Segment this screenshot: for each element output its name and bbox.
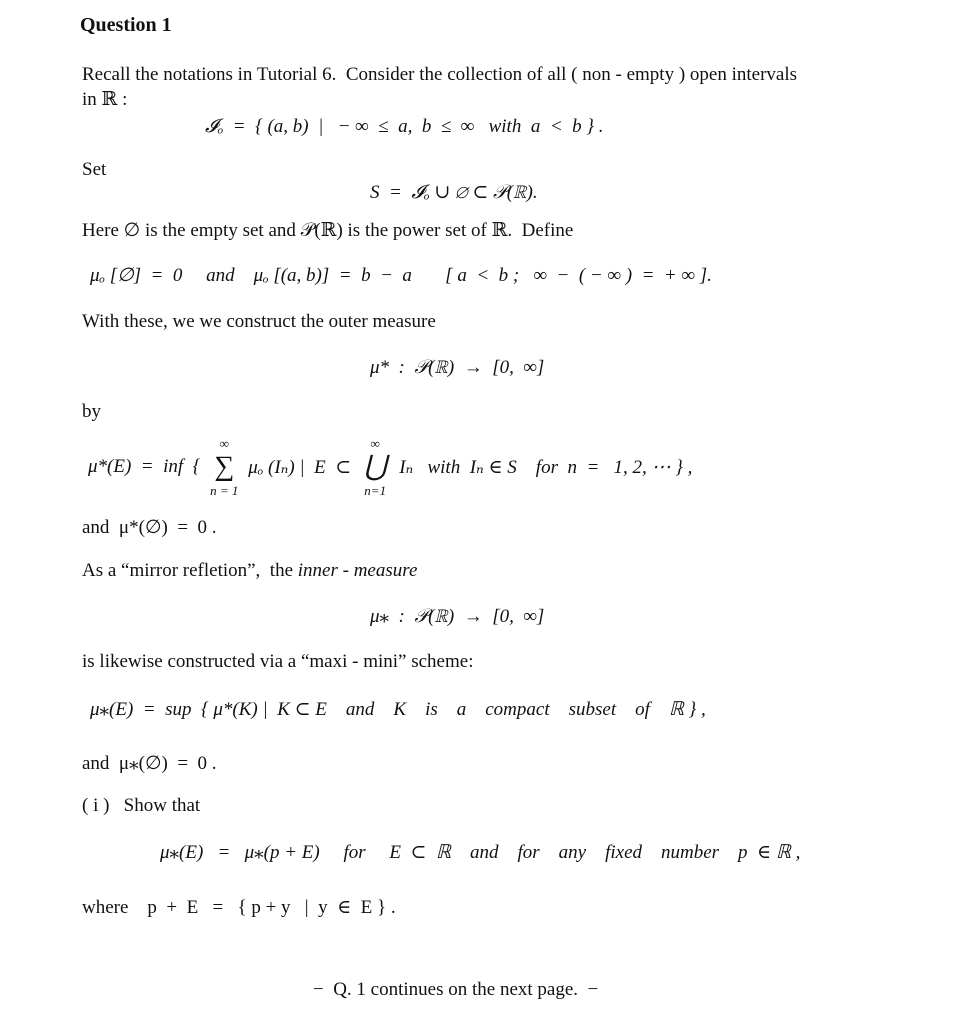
eq5-lhs: μ*(E) = inf { xyxy=(88,456,201,477)
equation-translation: μ⁎(E) = μ⁎(p + E) for E ⊂ ℝ and for any fixed number p ∈ ℝ , xyxy=(160,842,801,863)
page-footer: − Q. 1 continues on the next page. − xyxy=(313,979,599,1000)
union-upper-limit: ∞ xyxy=(370,436,380,451)
with-text: With these, we we construct the outer measure xyxy=(82,311,436,332)
set-label: Set xyxy=(82,159,107,180)
sum-lower-limit: n = 1 xyxy=(210,483,239,498)
and-inner-empty: and μ⁎(∅) = 0 . xyxy=(82,753,217,774)
inner-measure-term: inner - measure xyxy=(297,560,418,581)
eq5-mid: μₒ (Iₙ) | E ⊂ xyxy=(248,456,352,478)
sum-symbol: ∑ xyxy=(214,451,235,482)
intro-text-cont: in ℝ : xyxy=(82,89,128,110)
equation-mu0: μₒ [∅] = 0 and μₒ [(a, b)] = b − a [ a < b ; ∞ − ( − ∞ ) = + ∞ ]. xyxy=(90,265,712,286)
and-outer-empty: and μ*(∅) = 0 . xyxy=(82,517,217,538)
equation-outer-measure xyxy=(88,435,692,499)
equation-inner-map: μ⁎ : 𝒫(ℝ) → [0, ∞] xyxy=(370,606,545,627)
eq5-rhs: Iₙ with Iₙ ∈ S for n = 1, 2, ⋯ } , xyxy=(399,456,693,478)
union-symbol: ⋃ xyxy=(363,451,387,482)
union-operator xyxy=(355,436,395,498)
intro-text: Recall the notations in Tutorial 6. Consider the collection of all ( non - empty ) open intervals xyxy=(82,64,798,85)
where-text: where p + E = { p + y | y ∈ E } . xyxy=(82,897,396,918)
part-i: ( i ) Show that xyxy=(82,795,201,816)
here-text: Here ∅ is the empty set and 𝒫(ℝ) is the power set of ℝ. Define xyxy=(82,220,574,241)
union-lower-limit: n=1 xyxy=(364,483,387,498)
likewise-text: is likewise constructed via a “maxi - mini” scheme: xyxy=(82,651,474,672)
as-text-lead: As a “mirror refletion”, the xyxy=(82,560,298,581)
question-title: Question 1 xyxy=(80,14,172,36)
as-text xyxy=(82,559,417,583)
equation-outer-map: μ* : 𝒫(ℝ) → [0, ∞] xyxy=(370,357,545,378)
equation-intervals: 𝓘ₒ = { (a, b) | − ∞ ≤ a, b ≤ ∞ with a < b } . xyxy=(205,116,604,137)
equation-s: S = 𝓘ₒ ∪ ∅ ⊂ 𝒫(ℝ). xyxy=(370,182,538,203)
equation-inner-measure: μ⁎(E) = sup { μ*(K) | K ⊂ E and K is a compact subset of ℝ } , xyxy=(90,699,706,720)
by-text: by xyxy=(82,401,101,422)
sum-upper-limit: ∞ xyxy=(219,436,229,451)
sum-operator xyxy=(204,436,244,498)
